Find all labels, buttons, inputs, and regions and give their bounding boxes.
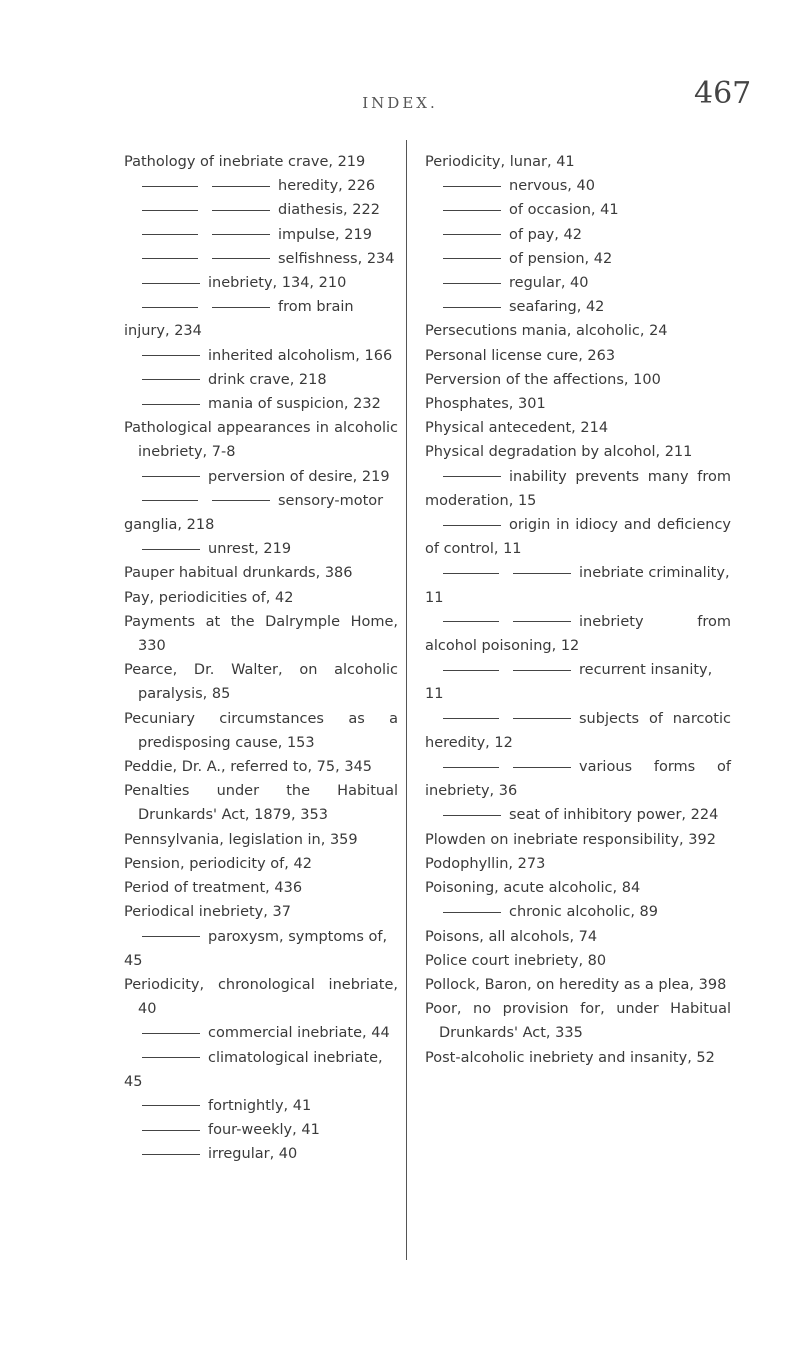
entry-text: Periodicity, chronological inebriate, 40 <box>124 976 398 1018</box>
page-number: 467 <box>694 76 752 111</box>
entry-text: Pennsylvania, legislation in, 359 <box>124 831 358 848</box>
entry-text: from brain injury, 234 <box>124 299 354 340</box>
index-entry <box>124 1021 398 1045</box>
index-entry <box>425 416 731 440</box>
entry-text: Post-alcoholic inebriety and insanity, 52 <box>425 1049 715 1066</box>
entry-text: seat of inhibitory power, 224 <box>509 807 719 824</box>
index-entry <box>124 900 398 924</box>
entry-text: selfishness, 234 <box>278 250 395 267</box>
repeat-dash <box>142 1033 200 1034</box>
index-entry <box>425 610 731 658</box>
entry-text: Phosphates, 301 <box>425 396 546 413</box>
repeat-dash <box>142 476 200 477</box>
index-entry <box>425 150 731 174</box>
entry-text: chronic alcoholic, 89 <box>509 904 658 921</box>
index-entry <box>124 392 398 416</box>
entry-text: of pension, 42 <box>509 250 613 267</box>
entry-text: origin in idiocy and deficiency of control, 11 <box>425 517 731 558</box>
index-entry <box>124 174 398 198</box>
index-entry <box>425 392 731 416</box>
index-entry <box>124 561 398 585</box>
repeat-dash <box>212 234 270 235</box>
entry-text: recurrent insanity, 11 <box>425 662 713 703</box>
index-entry <box>124 876 398 900</box>
entry-text: Periodical inebriety, 37 <box>124 904 291 921</box>
entry-text: Peddie, Dr. A., referred to, 75, 345 <box>124 759 373 776</box>
repeat-dash <box>443 718 499 719</box>
repeat-dash <box>142 404 200 405</box>
entry-text: Pecuniary circumstances as a predisposing cause, 153 <box>124 710 398 751</box>
index-entry <box>425 828 731 852</box>
entry-text: Pay, periodicities of, 42 <box>124 589 294 606</box>
entry-text: four-weekly, 41 <box>208 1122 320 1139</box>
index-entry <box>124 586 398 610</box>
entry-text: Physical degradation by alcohol, 211 <box>425 444 693 461</box>
index-entry <box>425 707 731 755</box>
entry-text: various forms of inebriety, 36 <box>425 759 731 800</box>
index-entry <box>124 1094 398 1118</box>
entry-text: of occasion, 41 <box>509 202 619 219</box>
index-entry <box>124 344 398 368</box>
repeat-dash <box>142 1057 200 1058</box>
index-entry <box>425 900 731 924</box>
repeat-dash <box>142 1154 200 1155</box>
index-entry <box>425 925 731 949</box>
index-entry <box>124 1118 398 1142</box>
repeat-dash <box>443 670 499 671</box>
index-entry <box>124 610 398 658</box>
index-entry <box>425 465 731 513</box>
entry-text: fortnightly, 41 <box>208 1097 312 1114</box>
entry-text: drink crave, 218 <box>208 371 327 388</box>
repeat-dash <box>513 718 571 719</box>
entry-text: Perversion of the affections, 100 <box>425 371 661 388</box>
index-entry <box>124 247 398 271</box>
repeat-dash <box>142 1105 200 1106</box>
repeat-dash <box>142 1130 200 1131</box>
index-entry <box>425 658 731 706</box>
entry-text: inherited alcoholism, 166 <box>208 347 393 364</box>
entry-text: irregular, 40 <box>208 1146 298 1163</box>
repeat-dash <box>443 815 501 816</box>
entry-text: diathesis, 222 <box>278 202 380 219</box>
index-entry <box>425 997 731 1045</box>
entry-text: regular, 40 <box>509 275 589 292</box>
entry-text: Pearce, Dr. Walter, on alcoholic paralysis, 85 <box>124 662 398 703</box>
repeat-dash <box>142 210 198 211</box>
entry-text: paroxysm, symptoms of, 45 <box>124 928 388 969</box>
entry-text: Penalties under the Habitual Drunkards' Act, 1879, 353 <box>124 783 398 824</box>
repeat-dash <box>142 283 200 284</box>
repeat-dash <box>212 307 270 308</box>
index-entry <box>124 416 398 464</box>
entry-text: subjects of narcotic heredity, 12 <box>425 710 731 751</box>
repeat-dash <box>443 186 501 187</box>
index-entry <box>425 513 731 561</box>
repeat-dash <box>142 500 198 501</box>
index-entry <box>124 150 398 174</box>
index-entry <box>124 852 398 876</box>
repeat-dash <box>443 258 501 259</box>
entry-text: Poisoning, acute alcoholic, 84 <box>425 880 641 897</box>
index-entry <box>425 174 731 198</box>
entry-text: Pension, periodicity of, 42 <box>124 855 312 872</box>
right-column <box>425 150 731 1070</box>
repeat-dash <box>443 573 499 574</box>
index-entry <box>124 707 398 755</box>
entry-text: Period of treatment, 436 <box>124 880 303 897</box>
entry-text: Periodicity, lunar, 41 <box>425 154 575 170</box>
index-entry <box>124 465 398 489</box>
repeat-dash <box>212 258 270 259</box>
repeat-dash <box>443 476 501 477</box>
entry-text: commercial inebriate, 44 <box>208 1025 390 1042</box>
repeat-dash <box>443 234 501 235</box>
index-entry <box>425 803 731 827</box>
index-entry <box>425 344 731 368</box>
repeat-dash <box>513 670 571 671</box>
index-entry <box>124 537 398 561</box>
repeat-dash <box>513 573 571 574</box>
repeat-dash <box>443 283 501 284</box>
index-entry <box>124 295 398 343</box>
column-divider <box>406 140 407 1260</box>
index-entry <box>425 949 731 973</box>
entry-text: climatological inebriate, 45 <box>124 1049 383 1090</box>
entry-text: inability prevents many from moderation, 15 <box>425 468 731 509</box>
entry-text: Pathology of inebriate crave, 219 <box>124 154 366 170</box>
repeat-dash <box>142 186 198 187</box>
index-entry <box>124 1046 398 1094</box>
index-entry <box>425 295 731 319</box>
index-entry <box>124 198 398 222</box>
repeat-dash <box>443 525 501 526</box>
entry-text: Personal license cure, 263 <box>425 347 616 364</box>
left-column <box>124 150 398 1167</box>
index-entry <box>124 973 398 1021</box>
repeat-dash <box>212 186 270 187</box>
index-entry <box>425 223 731 247</box>
entry-text: Plowden on inebriate responsibility, 392 <box>425 831 716 848</box>
index-entry <box>425 852 731 876</box>
entry-text: Physical antecedent, 214 <box>425 420 609 437</box>
index-entry <box>124 828 398 852</box>
index-entry <box>124 658 398 706</box>
repeat-dash <box>513 621 571 622</box>
entry-text: seafaring, 42 <box>509 299 605 316</box>
entry-text: Poor, no provision for, under Habitual Drunkards' Act, 335 <box>425 1001 731 1042</box>
index-entry <box>425 247 731 271</box>
entry-text: Persecutions mania, alcoholic, 24 <box>425 323 668 340</box>
index-entry <box>425 755 731 803</box>
index-entry <box>425 1046 731 1070</box>
entry-text: Pauper habitual drunkards, 386 <box>124 565 353 582</box>
entry-text: perversion of desire, 219 <box>208 468 390 485</box>
repeat-dash <box>142 234 198 235</box>
entry-text: Pathological appearances in alcoholic inebriety, 7-8 <box>124 420 398 461</box>
entry-text: of pay, 42 <box>509 226 582 243</box>
entry-text: inebriate criminality, 11 <box>425 565 730 606</box>
index-entry <box>425 440 731 464</box>
repeat-dash <box>212 500 270 501</box>
repeat-dash <box>443 307 501 308</box>
repeat-dash <box>142 258 198 259</box>
index-entry <box>124 271 398 295</box>
repeat-dash <box>142 379 200 380</box>
repeat-dash <box>142 936 200 937</box>
index-entry <box>425 368 731 392</box>
repeat-dash <box>443 210 501 211</box>
entry-text: nervous, 40 <box>509 178 595 195</box>
index-entry <box>124 1142 398 1166</box>
index-entry <box>124 755 398 779</box>
index-entry <box>425 973 731 997</box>
index-entry <box>124 925 398 973</box>
entry-text: Poisons, all alcohols, 74 <box>425 928 598 945</box>
entry-text: unrest, 219 <box>208 541 292 558</box>
index-entry <box>124 489 398 537</box>
index-entry <box>425 271 731 295</box>
repeat-dash <box>443 621 499 622</box>
repeat-dash <box>212 210 270 211</box>
repeat-dash <box>443 767 499 768</box>
repeat-dash <box>142 549 200 550</box>
entry-text: heredity, 226 <box>278 178 376 195</box>
entry-text: Pollock, Baron, on heredity as a plea, 398 <box>425 976 727 993</box>
index-entry <box>425 319 731 343</box>
running-head: INDEX. <box>362 94 438 112</box>
entry-text: Podophyllin, 273 <box>425 855 546 872</box>
index-entry <box>124 368 398 392</box>
index-entry <box>124 779 398 827</box>
entry-text: inebriety from alcohol poisoning, 12 <box>425 613 731 655</box>
entry-text: mania of suspicion, 232 <box>208 396 381 413</box>
entry-text: Police court inebriety, 80 <box>425 952 607 969</box>
repeat-dash <box>443 912 501 913</box>
repeat-dash <box>142 307 198 308</box>
entry-text: inebriety, 134, 210 <box>208 275 347 292</box>
entry-text: Payments at the Dalrymple Home, 330 <box>124 613 398 655</box>
entry-text: impulse, 219 <box>278 226 372 243</box>
entry-text: sensory-motor ganglia, 218 <box>124 492 384 534</box>
repeat-dash <box>513 767 571 768</box>
index-entry <box>425 876 731 900</box>
index-entry <box>124 223 398 247</box>
repeat-dash <box>142 355 200 356</box>
index-entry <box>425 198 731 222</box>
index-entry <box>425 561 731 609</box>
